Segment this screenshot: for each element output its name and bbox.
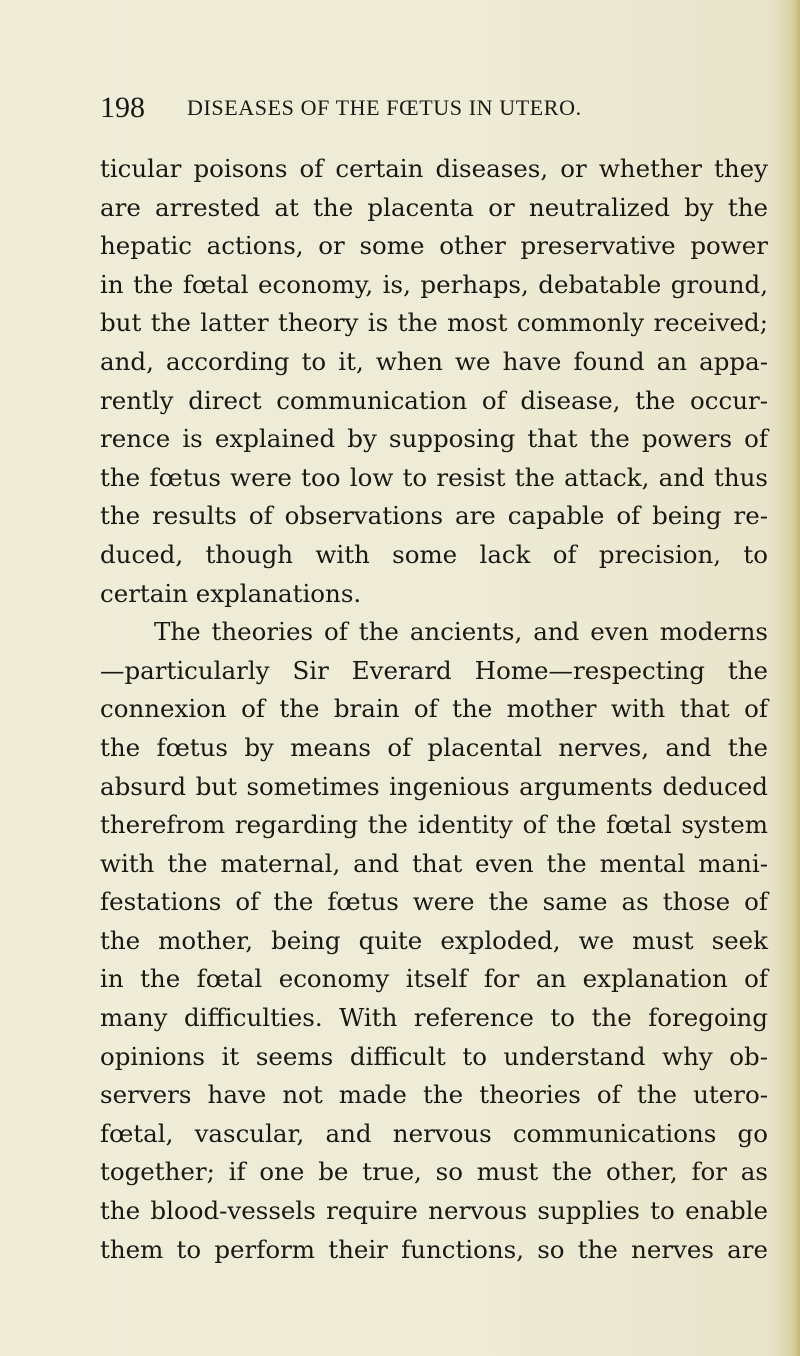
text-line: the blood-vessels require nervous supplies to enable [100, 1196, 768, 1226]
running-head: DISEASES OF THE FŒTUS IN UTERO. [187, 95, 582, 120]
text-line: absurd but sometimes ingenious arguments deduced [100, 771, 768, 801]
text-line: the results of observations are capable of being re- [100, 501, 768, 531]
text-line: ticular poisons of certain diseases, or whether they [100, 154, 768, 183]
text-line: many difficulties. With reference to the foregoing [100, 1003, 768, 1033]
text-line: but the latter theory is the most commonly received; [100, 308, 768, 338]
text-line: the fœtus by means of placental nerves, and the [100, 732, 768, 762]
text-line: in the fœtal economy, is, perhaps, debatable ground, [100, 269, 768, 299]
text-line: are arrested at the placenta or neutralized by the [100, 192, 768, 222]
text-line: and, according to it, when we have found an appa- [100, 346, 768, 376]
text-line: them to perform their functions, so the nerves are [100, 1234, 768, 1264]
text-line: together; if one be true, so must the other, for as [100, 1157, 768, 1187]
text-line: in the fœtal economy itself for an explanation of [100, 964, 768, 994]
text-line: the fœtus were too low to resist the attack, and thus [100, 462, 768, 492]
text-line: —particularly Sir Everard Home—respecting the [100, 655, 768, 685]
body-text [100, 150, 768, 1269]
text-line: connexion of the brain of the mother with that of [100, 694, 768, 724]
text-line: duced, though with some lack of precision, to [100, 539, 768, 569]
page-edge-shadow [788, 0, 800, 1356]
text-line: the mother, being quite exploded, we must seek [100, 925, 768, 955]
page-header [100, 90, 700, 126]
text-line: therefrom regarding the identity of the fœtal system [100, 810, 768, 840]
text-line: certain explanations. [100, 578, 362, 608]
text-line: hepatic actions, or some other preservative power [100, 231, 768, 261]
paragraph-start-line: The theories of the ancients, and even moderns [154, 617, 768, 647]
text-line: with the maternal, and that even the mental mani- [100, 848, 768, 878]
text-line: servers have not made the theories of the utero- [100, 1080, 768, 1110]
text-line: fœtal, vascular, and nervous communications go [100, 1118, 768, 1148]
text-line: rence is explained by supposing that the powers of [100, 424, 768, 454]
text-line: festations of the fœtus were the same as those of [100, 887, 768, 917]
text-line: opinions it seems difficult to understand why ob- [100, 1041, 768, 1071]
page-number: 198 [100, 91, 145, 124]
text-line: rently direct communication of disease, the occur- [100, 385, 768, 415]
